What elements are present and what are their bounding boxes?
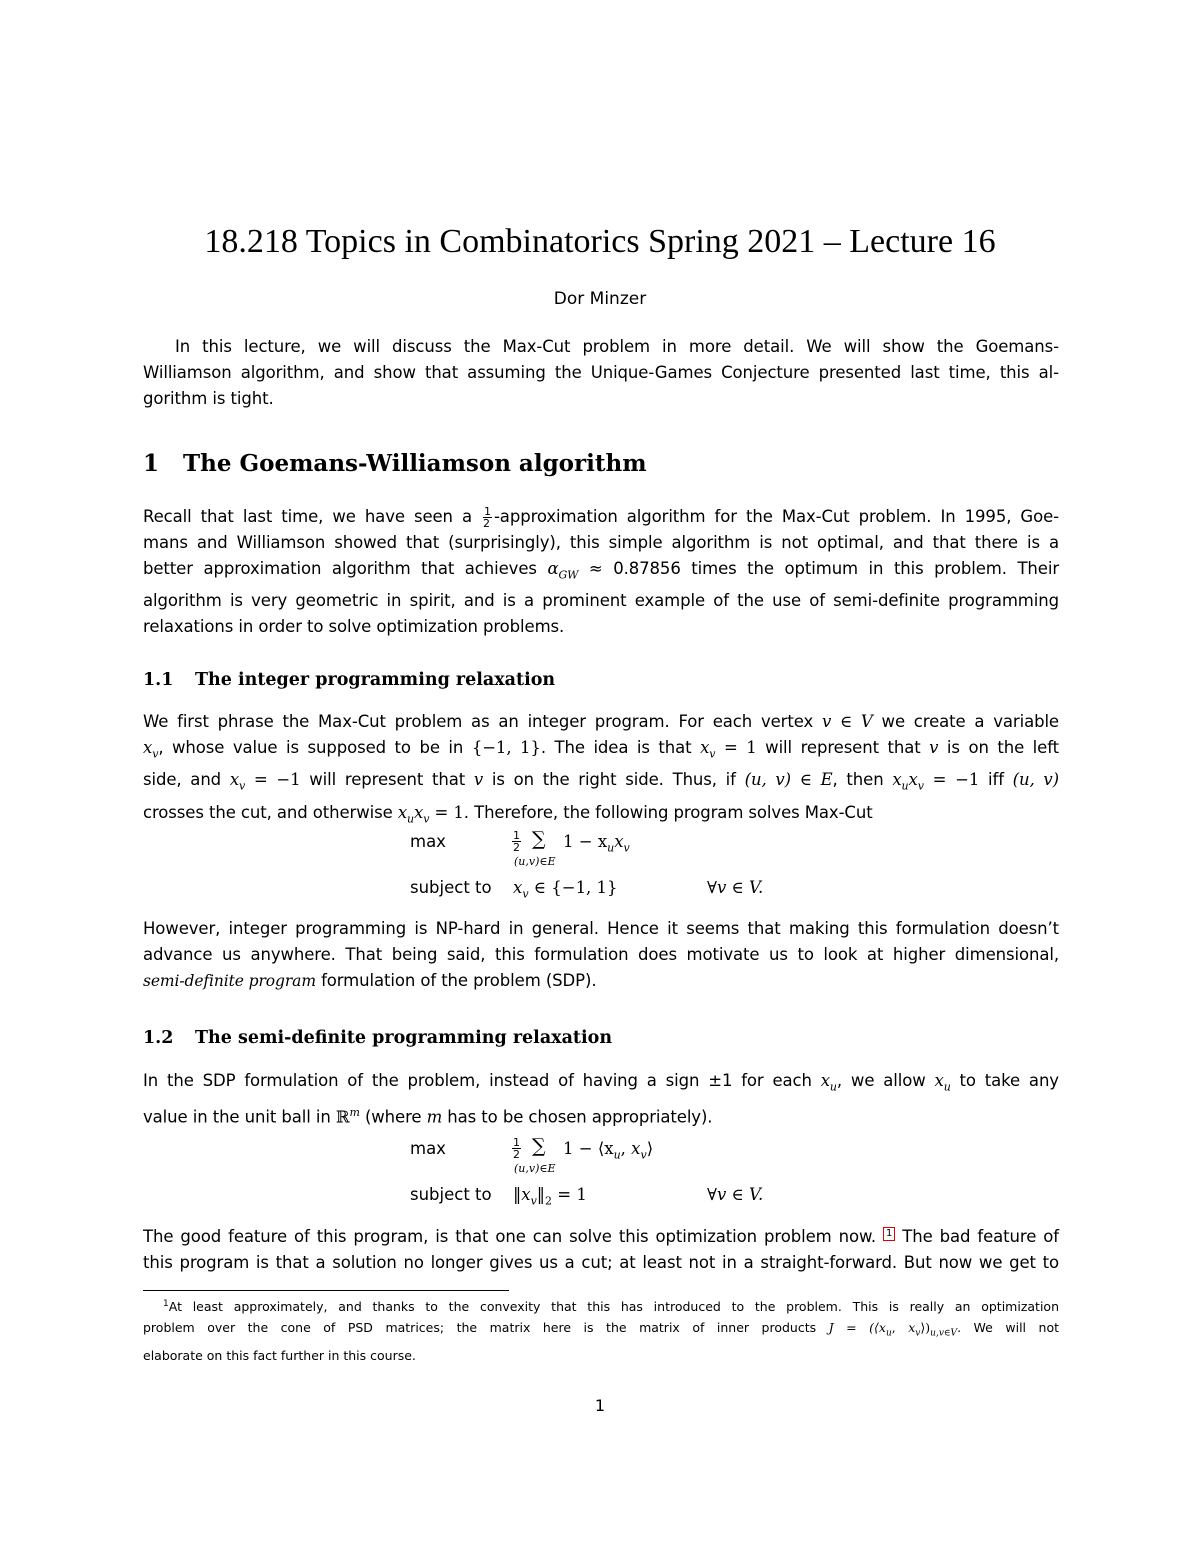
paragraph-line bbox=[143, 1100, 1059, 1131]
math-inline: = −1 bbox=[245, 770, 301, 790]
section-1-1-paragraph-2 bbox=[143, 916, 1059, 994]
program-objective: $1 - x_ux_v$ bbox=[563, 832, 630, 855]
math-subscript: v bbox=[239, 779, 246, 793]
program-subject-to: subject to bbox=[410, 1185, 492, 1204]
math-inline: v bbox=[473, 770, 484, 790]
footnote-line: problem over the cone of PSD matrices; the matrix here is the matrix of inner products $J = (⟨x_u$, $x_v⟩)_{u,v\in V}$. We will not bbox=[143, 1320, 1059, 1339]
paragraph-line bbox=[143, 709, 1059, 735]
sum-index: (u,v)∈E bbox=[514, 1162, 556, 1175]
text-run: value in the unit ball in bbox=[143, 1107, 336, 1127]
section-number: 1.2 bbox=[143, 1028, 174, 1048]
paragraph-line: However, integer programming is NP-hard in general. Hence it seems that making this formulation doesn’t bbox=[143, 919, 1059, 938]
math-inline: ℝ bbox=[335, 1107, 350, 1127]
footnote-mark: 1 bbox=[163, 1298, 169, 1309]
math-subscript: v bbox=[152, 747, 159, 761]
paragraph-line bbox=[143, 800, 1059, 832]
text-run: . We will not bbox=[957, 1320, 1059, 1335]
fraction-numerator: 1 bbox=[484, 505, 491, 518]
section-1-2-heading bbox=[143, 1025, 612, 1051]
math-inline: (u, v) ∈ E bbox=[744, 770, 833, 790]
fraction-one-half: $\frac{1}{2}$ bbox=[513, 829, 520, 854]
text-run: better approximation algorithm that achieves bbox=[143, 559, 548, 578]
emphasis: semi-definite program bbox=[143, 972, 316, 990]
text-run: crosses the cut, and otherwise bbox=[143, 802, 398, 822]
abstract-line: In this lecture, we will discuss the Max-Cut problem in more detail. We will show the Goemans- bbox=[175, 337, 1059, 356]
footnote-divider bbox=[143, 1290, 509, 1291]
text-run: Recall that last time, we have seen a bbox=[143, 507, 482, 526]
constraint-text: 2 bbox=[545, 1194, 553, 1208]
section-number: 1.1 bbox=[143, 670, 174, 690]
section-title: The Goemans-Williamson algorithm bbox=[183, 450, 647, 477]
page-number: 1 bbox=[594, 1396, 606, 1415]
sdp-program bbox=[410, 1137, 830, 1217]
text-run: In the SDP formulation of the problem, instead of having a sign ±1 for each bbox=[143, 1071, 821, 1090]
fraction-one-half bbox=[483, 506, 492, 529]
text-run: The bad feature of bbox=[895, 1227, 1059, 1246]
program-forall: ∀v ∈ V. bbox=[707, 1185, 764, 1204]
text-run: , whose value is supposed to be in bbox=[158, 738, 472, 757]
math-subscript: u,v∈V bbox=[930, 1328, 958, 1339]
text-run: formulation of the problem (SDP). bbox=[315, 971, 597, 990]
math-inline: {−1, 1} bbox=[471, 738, 541, 757]
text-run: will represent that bbox=[756, 738, 930, 757]
text-run: . Therefore, the following program solves Max-Cut bbox=[463, 802, 873, 822]
objective-text: 1 − x bbox=[563, 832, 608, 851]
program-subject-to: subject to bbox=[410, 878, 492, 897]
text-run: (where bbox=[359, 1107, 427, 1127]
paragraph-line bbox=[143, 1224, 1059, 1250]
abstract bbox=[143, 334, 1059, 412]
objective-text: 1 − ⟨x bbox=[563, 1139, 614, 1158]
section-number: 1 bbox=[143, 450, 160, 477]
text-run: will represent that bbox=[300, 770, 474, 790]
math-inline: v ∈ V bbox=[821, 712, 873, 731]
paragraph-line: advance us anywhere. That being said, this formulation does motivate us to look at higher dimensional, bbox=[143, 945, 1059, 964]
math-inline: x bbox=[229, 770, 240, 790]
paragraph-line bbox=[143, 968, 1059, 994]
author: Dor Minzer bbox=[553, 289, 647, 309]
math-superscript: m bbox=[349, 1106, 360, 1120]
text-run: At least approximately, and thanks to the convexity that this has introduced to the problem. This is really an optimization bbox=[168, 1299, 1059, 1314]
footnote-line bbox=[143, 1296, 1059, 1317]
program-forall: ∀v ∈ V. bbox=[707, 878, 764, 897]
section-1-1-heading bbox=[143, 667, 555, 693]
paragraph-line: this program is that a solution no longer gives us a cut; at least not in a straight-forward. But now we get to bbox=[143, 1253, 1059, 1272]
section-1-heading bbox=[143, 448, 647, 480]
fraction-one-half: $\frac{1}{2}$ bbox=[513, 1136, 520, 1161]
fraction-denominator: 2 bbox=[483, 517, 490, 530]
sum-symbol: ∑ bbox=[532, 828, 546, 850]
text-run: side, and bbox=[143, 770, 230, 790]
sum-index: (u,v)∈E bbox=[514, 855, 556, 868]
integer-program bbox=[410, 830, 830, 910]
math-inline: x bbox=[700, 738, 710, 757]
footnote-line: elaborate on this fact further in this course. bbox=[143, 1347, 416, 1363]
text-run: , then bbox=[832, 770, 893, 790]
paragraph-line: algorithm is very geometric in spirit, and is a prominent example of the use of semi-definite programming bbox=[143, 591, 1059, 611]
paragraph-line: In the SDP formulation of the problem, instead of having a sign ±1 for each $x_u$, we allow $x_u$ to take any bbox=[143, 1071, 1059, 1094]
footnote bbox=[143, 1296, 1059, 1366]
paragraph-line bbox=[143, 504, 1059, 530]
text-run: ≈ 0.87856 times the optimum in this problem. Their bbox=[578, 559, 1059, 578]
constraint-text: = 1 bbox=[552, 1185, 587, 1204]
math-inline: (u, v) bbox=[1012, 770, 1059, 790]
text-run: , we allow bbox=[836, 1071, 935, 1090]
math-inline: = 1 bbox=[715, 738, 757, 757]
math-inline: J = (⟨x bbox=[828, 1320, 886, 1335]
section-1-2-paragraph-2 bbox=[143, 1224, 1059, 1276]
paragraph-line bbox=[143, 735, 1059, 767]
section-title: The integer programming relaxation bbox=[195, 670, 556, 690]
footnote-reference-link[interactable]: 1 bbox=[883, 1227, 895, 1241]
section-1-2-paragraph bbox=[143, 1068, 1059, 1131]
math-inline: x bbox=[143, 738, 153, 757]
abstract-line: Williamson algorithm, and show that assuming the Unique-Games Conjecture presented last time, this al- bbox=[143, 363, 1059, 382]
math-inline: = −1 bbox=[923, 770, 980, 790]
sum-symbol: ∑ bbox=[532, 1135, 546, 1157]
program-max-label: max bbox=[410, 832, 446, 851]
section-1-1-paragraph bbox=[143, 709, 1059, 832]
abstract-line: gorithm is tight. bbox=[143, 389, 274, 408]
math-inline: $x_ux_v$ bbox=[397, 802, 430, 825]
math-inline: $x_ux_v$ bbox=[892, 770, 924, 793]
text-run: problem over the cone of PSD matrices; the matrix here is the matrix of inner products bbox=[143, 1320, 829, 1335]
math-inline: = 1 bbox=[429, 802, 464, 822]
program-objective: $1 - ⟨x_u$, $x_v⟩$ bbox=[563, 1139, 654, 1162]
program-constraint: $x_v$ ∈ {−1, 1} bbox=[513, 878, 618, 901]
paragraph-line: mans and Williamson showed that (surprisingly), this simple algorithm is not optimal, and that there is a bbox=[143, 533, 1059, 552]
text-run: to take any bbox=[950, 1071, 1059, 1090]
text-run: we create a variable bbox=[872, 712, 1059, 731]
program-constraint: $‖x_v‖_2 = 1$ bbox=[513, 1185, 587, 1208]
paragraph-line: relaxations in order to solve optimization problems. bbox=[143, 617, 565, 637]
math-inline: v bbox=[929, 738, 939, 757]
text-run: iff bbox=[979, 770, 1013, 790]
text-run: is on the left bbox=[938, 738, 1059, 757]
text-run: . The idea is that bbox=[540, 738, 701, 757]
text-run: -approximation algorithm for the Max-Cut problem. In 1995, Goe- bbox=[493, 507, 1060, 526]
math-inline: m bbox=[426, 1107, 443, 1127]
program-max-label: max bbox=[410, 1139, 446, 1158]
section-title: The semi-definite programming relaxation bbox=[195, 1028, 613, 1048]
constraint-text: ‖ bbox=[536, 1185, 546, 1204]
math-subscript: GW bbox=[558, 568, 579, 582]
section-1-paragraph bbox=[143, 504, 1059, 640]
text-run: has to be chosen appropriately). bbox=[442, 1107, 713, 1127]
math-subscript: v bbox=[709, 747, 716, 761]
math-alpha: α bbox=[547, 559, 559, 578]
paragraph-line bbox=[143, 556, 1059, 588]
text-run: We first phrase the Max-Cut problem as an integer program. For each vertex bbox=[143, 712, 822, 731]
text-run: The good feature of this program, is that one can solve this optimization problem now. bbox=[143, 1227, 883, 1246]
text-run: is on the right side. Thus, if bbox=[483, 770, 745, 790]
constraint-text: ∈ {−1, 1} bbox=[533, 878, 618, 897]
paragraph-line bbox=[143, 767, 1059, 799]
page-title: 18.218 Topics in Combinatorics Spring 2021 – Lecture 16 bbox=[204, 223, 996, 260]
constraint-text: ‖x bbox=[513, 1185, 531, 1204]
